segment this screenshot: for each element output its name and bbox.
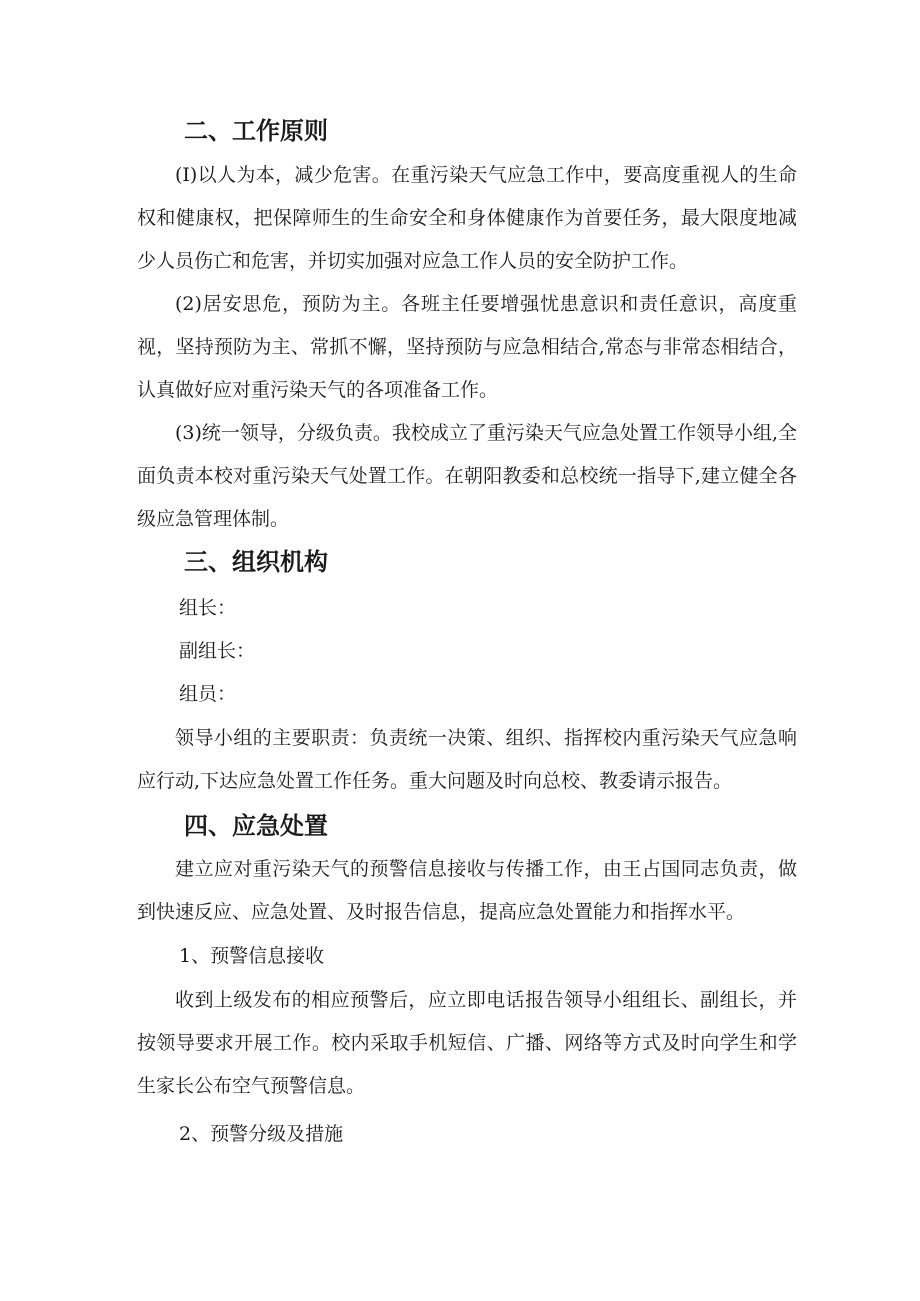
section-heading-principles: 二、工作原则	[184, 117, 328, 145]
paragraph-prevention-first: (2)居安思危，预防为主。各班主任要增强忧患意识和责任意识，高度重视，坚持预防为主、常抓不懈，坚持预防与应急相结合,常态与非常态相结合，认真做好应对重污染天气的各项准备工作。	[137, 293, 797, 401]
section-heading-emergency-response: 四、应急处置	[184, 812, 328, 840]
subheading-warning-levels: 2、预警分级及措施	[179, 1123, 344, 1145]
paragraph-warning-intro: 建立应对重污染天气的预警信息接收与传播工作，由王占国同志负责，做到快速反应、应急处置、及时报告信息，提高应急处置能力和指挥水平。	[137, 858, 797, 923]
deputy-leader-label: 副组长：	[179, 640, 256, 662]
paragraph-warning-receipt: 收到上级发布的相应预警后，应立即电话报告领导小组组长、副组长，并按领导要求开展工作。校内采取手机短信、广播、网络等方式及时向学生和学生家长公布空气预警信息。	[137, 989, 797, 1097]
paragraph-people-oriented: (I)以人为本，减少危害。在重污染天气应急工作中，要高度重视人的生命权和健康权，把保障师生的生命安全和身体健康作为首要任务，最大限度地减少人员伤亡和危害，并切实加强对应急工作人员的安全防护工作。	[137, 164, 797, 272]
team-leader-label: 组长：	[179, 597, 237, 619]
paragraph-team-duties: 领导小组的主要职责：负责统一决策、组织、指挥校内重污染天气应急响应行动,下达应急处置工作任务。重大问题及时向总校、教委请示报告。	[137, 727, 797, 792]
subheading-warning-receipt: 1、预警信息接收	[179, 945, 325, 967]
paragraph-unified-leadership: (3)统一领导，分级负责。我校成立了重污染天气应急处置工作领导小组,全面负责本校对重污染天气处置工作。在朝阳教委和总校统一指导下,建立健全各级应急管理体制。	[137, 422, 797, 530]
team-members-label: 组员：	[179, 683, 237, 705]
section-heading-organization: 三、组织机构	[184, 548, 328, 576]
